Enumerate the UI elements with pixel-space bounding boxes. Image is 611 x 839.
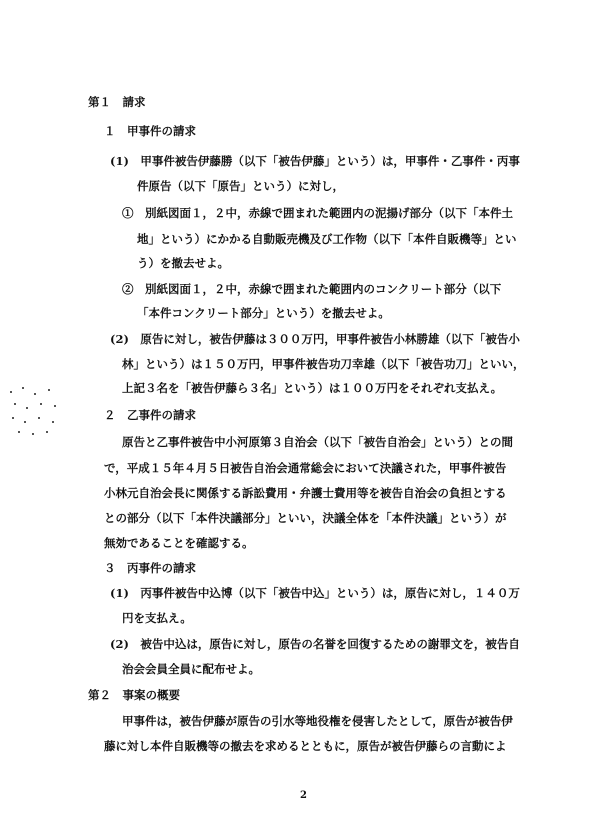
paragraph-line: (2) 被告中込は，原告に対し，原告の名誉を回復するための謝罪文を，被告自 — [110, 637, 520, 651]
subsection-heading-3: ３ 丙事件の請求 — [104, 561, 196, 575]
paragraph-line: う）を撤去せよ。 — [137, 256, 229, 270]
paragraph-line: 件原告（以下「原告」という）に対し， — [137, 179, 344, 193]
paragraph-line: 治会会員全員に配布せよ。 — [122, 662, 260, 676]
scan-punch-marks — [8, 385, 68, 445]
paragraph-line: (2) 原告に対し，被告伊藤は３００万円，甲事件被告小林勝雄（以下「被告小 — [110, 332, 520, 346]
paragraph-line: 甲事件は，被告伊藤が原告の引水等地役権を侵害したとして，原告が被告伊 — [122, 714, 513, 728]
paragraph-line: ② 別紙図面１，２中，赤線で囲まれた範囲内のコンクリート部分（以下 — [122, 282, 502, 296]
paragraph-line: 小林元自治会長に関係する訴訟費用・弁護士費用等を被告自治会の負担とする — [104, 486, 507, 500]
subsection-heading-2: ２ 乙事件の請求 — [104, 408, 196, 422]
paragraph-line: 「本件コンクリート部分」という）を撤去せよ。 — [137, 306, 390, 320]
section-heading-1: 第１ 請求 — [88, 95, 146, 109]
paragraph-line: (1) 丙事件被告中込博（以下「被告中込」という）は，原告に対し，１４０万 — [110, 586, 520, 600]
section-heading-2: 第２ 事案の概要 — [88, 688, 180, 702]
paragraph-line: 林」という）は１５０万円，甲事件被告功刀幸雄（以下「被告功刀」といい， — [122, 357, 525, 371]
paragraph-line: 地」という）にかかる自動販売機及び工作物（以下「本件自販機等」とい — [137, 232, 517, 246]
paragraph-line: (1) 甲事件被告伊藤勝（以下「被告伊藤」という）は，甲事件・乙事件・丙事 — [110, 154, 520, 168]
paragraph-line: 藤に対し本件自販機等の撤去を求めるとともに，原告が被告伊藤らの言動によ — [104, 739, 507, 753]
paragraph-line: 無効であることを確認する。 — [104, 536, 254, 550]
paragraph-line: で，平成１５年４月５日被告自治会通常総会において決議された，甲事件被告 — [104, 461, 507, 475]
subsection-heading-1: １ 甲事件の請求 — [104, 124, 196, 138]
paragraph-line: ① 別紙図面１，２中，赤線で囲まれた範囲内の泥揚げ部分（以下「本件土 — [122, 206, 513, 220]
paragraph-line: との部分（以下「本件決議部分」といい，決議全体を「本件決議」という）が — [104, 511, 507, 525]
paragraph-line: 円を支払え。 — [122, 611, 192, 625]
page-number: 2 — [300, 790, 307, 801]
paragraph-line: 原告と乙事件被告中小河原第３自治会（以下「被告自治会」という）との間 — [122, 435, 513, 449]
paragraph-line: 上記３名を「被告伊藤ら３名」という）は１００万円をそれぞれ支払え。 — [122, 381, 503, 395]
